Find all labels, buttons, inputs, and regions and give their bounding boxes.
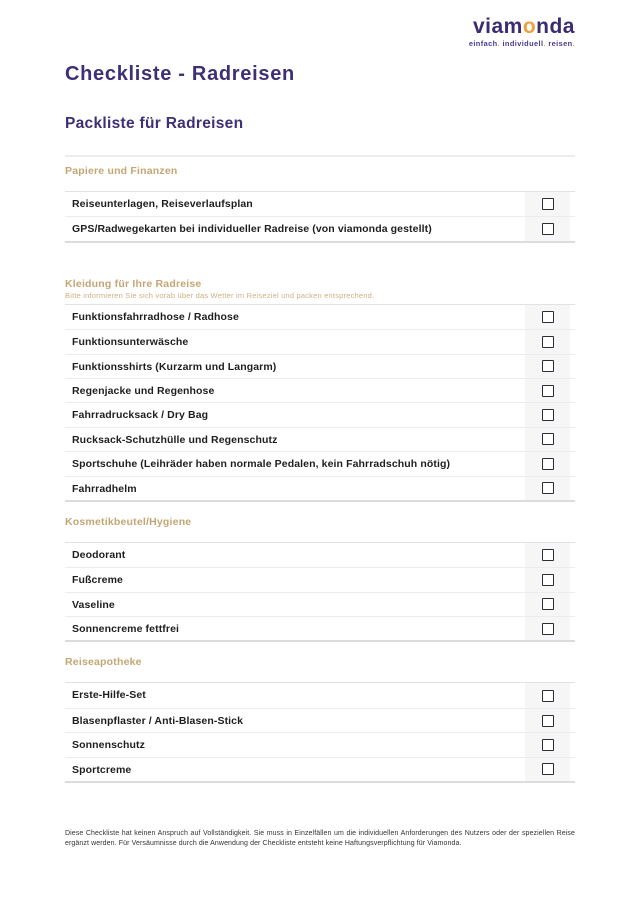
logo-row (65, 16, 575, 48)
tagline-dot: . (497, 39, 500, 48)
item-label: Fahrradhelm (72, 482, 137, 495)
item-checkbox[interactable] (542, 690, 554, 702)
item-checkbox[interactable] (542, 409, 554, 421)
item-checkbox[interactable] (542, 598, 554, 610)
checklist-row (65, 543, 575, 567)
checkbox-cell (525, 305, 570, 329)
item-checkbox[interactable] (542, 739, 554, 751)
checkbox-cell (525, 428, 570, 451)
checkbox-cell (525, 683, 570, 707)
tagline-word: einfach (468, 39, 498, 48)
checklist-row (65, 305, 575, 329)
disclaimer-footer: Diese Checkliste hat keinen Anspruch auf Vollständigkeit. Sie muss in Einzelfällen um die individuellen Anforderungen des Nutzers oder der speziellen Reise ergänzt werden. Für Versäumnisse durch die Anwendung der Checkliste entsteht keine Haftungsverpflichtung für Viamonda. (65, 830, 575, 847)
section-note: Bitte informieren Sie sich vorab über das Wetter im Reiseziel und packen entsprechend. (65, 290, 375, 300)
item-checkbox[interactable] (542, 482, 554, 494)
checklist-row (65, 329, 575, 353)
wordmark-part: viam (472, 15, 523, 38)
item-label: Sonnenschutz (72, 739, 145, 752)
checklist-row (65, 567, 575, 591)
wordmark-part: nda (536, 15, 575, 38)
tagline-word: individuell (502, 39, 544, 48)
checklist-row (65, 354, 575, 378)
checklist-table (65, 542, 575, 643)
checkbox-cell (525, 543, 570, 567)
checkbox-cell (525, 217, 570, 240)
item-label: Erste-Hilfe-Set (72, 689, 146, 702)
item-label: Sonnencreme fettfrei (72, 623, 180, 636)
logo-tagline (469, 39, 575, 48)
checkbox-cell (525, 709, 570, 732)
item-checkbox[interactable] (542, 198, 554, 210)
tagline-dot: . (543, 39, 546, 48)
tagline-word: reisen (548, 39, 573, 48)
checkbox-cell (525, 452, 570, 475)
item-label: Blasenpflaster / Anti-Blasen-Stick (72, 714, 244, 727)
item-label: Reiseunterlagen, Reiseverlaufsplan (72, 198, 253, 210)
section-heading: Papiere und Finanzen (65, 165, 178, 177)
checklist-page (0, 16, 640, 848)
viamonda-wordmark (469, 16, 575, 38)
page-title: Checkliste - Radreisen (65, 63, 295, 85)
checklist-row (65, 683, 575, 707)
item-label: Funktionsshirts (Kurzarm und Langarm) (72, 360, 277, 373)
checklist-row (65, 402, 575, 426)
checkbox-cell (525, 379, 570, 402)
item-checkbox[interactable] (542, 574, 554, 586)
checklist-row (65, 216, 575, 240)
item-label: Rucksack-Schutzhülle und Regenschutz (72, 433, 278, 446)
checklist-row (65, 757, 575, 781)
item-checkbox[interactable] (542, 763, 554, 775)
item-label: Vaseline (72, 598, 115, 611)
sections-container (65, 165, 575, 783)
checklist-row (65, 476, 575, 500)
item-checkbox[interactable] (542, 433, 554, 445)
item-checkbox[interactable] (542, 385, 554, 397)
checklist-row (65, 708, 575, 732)
item-checkbox[interactable] (542, 623, 554, 635)
checklist-section (65, 516, 575, 643)
top-divider (65, 155, 575, 157)
checkbox-cell (525, 192, 570, 216)
item-label: GPS/Radwegekarten bei individueller Radreise (von viamonda gestellt) (72, 223, 432, 236)
item-label: Funktionsunterwäsche (72, 336, 189, 349)
checkbox-cell (525, 758, 570, 781)
checklist-table (65, 191, 575, 243)
item-checkbox[interactable] (542, 360, 554, 372)
checklist-row (65, 732, 575, 756)
checklist-section (65, 656, 575, 783)
checklist-row (65, 192, 575, 216)
checklist-section (65, 165, 575, 243)
tagline-dot: . (572, 39, 575, 48)
checklist-table (65, 304, 575, 502)
item-label: Regenjacke und Regenhose (72, 384, 215, 397)
checkbox-cell (525, 733, 570, 756)
item-checkbox[interactable] (542, 336, 554, 348)
checklist-row (65, 427, 575, 451)
item-label: Sportcreme (72, 763, 132, 776)
item-checkbox[interactable] (542, 549, 554, 561)
packlist-subtitle: Packliste für Radreisen (65, 115, 244, 132)
item-checkbox[interactable] (542, 715, 554, 727)
section-heading: Kosmetikbeutel/Hygiene (65, 515, 192, 528)
viamonda-logo (469, 16, 575, 48)
section-heading: Reiseapotheke (65, 656, 142, 669)
checkbox-cell (525, 330, 570, 353)
checklist-table (65, 682, 575, 783)
checklist-row (65, 616, 575, 640)
item-label: Deodorant (72, 548, 126, 561)
checklist-section (65, 278, 575, 502)
item-checkbox[interactable] (542, 458, 554, 470)
item-label: Sportschuhe (Leihräder haben normale Pedalen, kein Fahrradschuh nötig) (72, 458, 451, 471)
wordmark-accent-o: o (522, 15, 537, 38)
item-label: Funktionsfahrradhose / Radhose (72, 310, 239, 323)
checklist-row (65, 451, 575, 475)
checklist-row (65, 378, 575, 402)
checkbox-cell (525, 568, 570, 591)
item-label: Fußcreme (72, 574, 123, 587)
checkbox-cell (525, 355, 570, 378)
item-label: Fahrradrucksack / Dry Bag (72, 409, 209, 422)
checkbox-cell (525, 593, 570, 616)
item-checkbox[interactable] (542, 311, 554, 323)
checkbox-cell (525, 477, 570, 500)
item-checkbox[interactable] (542, 223, 554, 235)
checkbox-cell (525, 617, 570, 640)
checkbox-cell (525, 403, 570, 426)
section-heading: Kleidung für Ihre Radreise (65, 277, 202, 290)
checklist-row (65, 592, 575, 616)
